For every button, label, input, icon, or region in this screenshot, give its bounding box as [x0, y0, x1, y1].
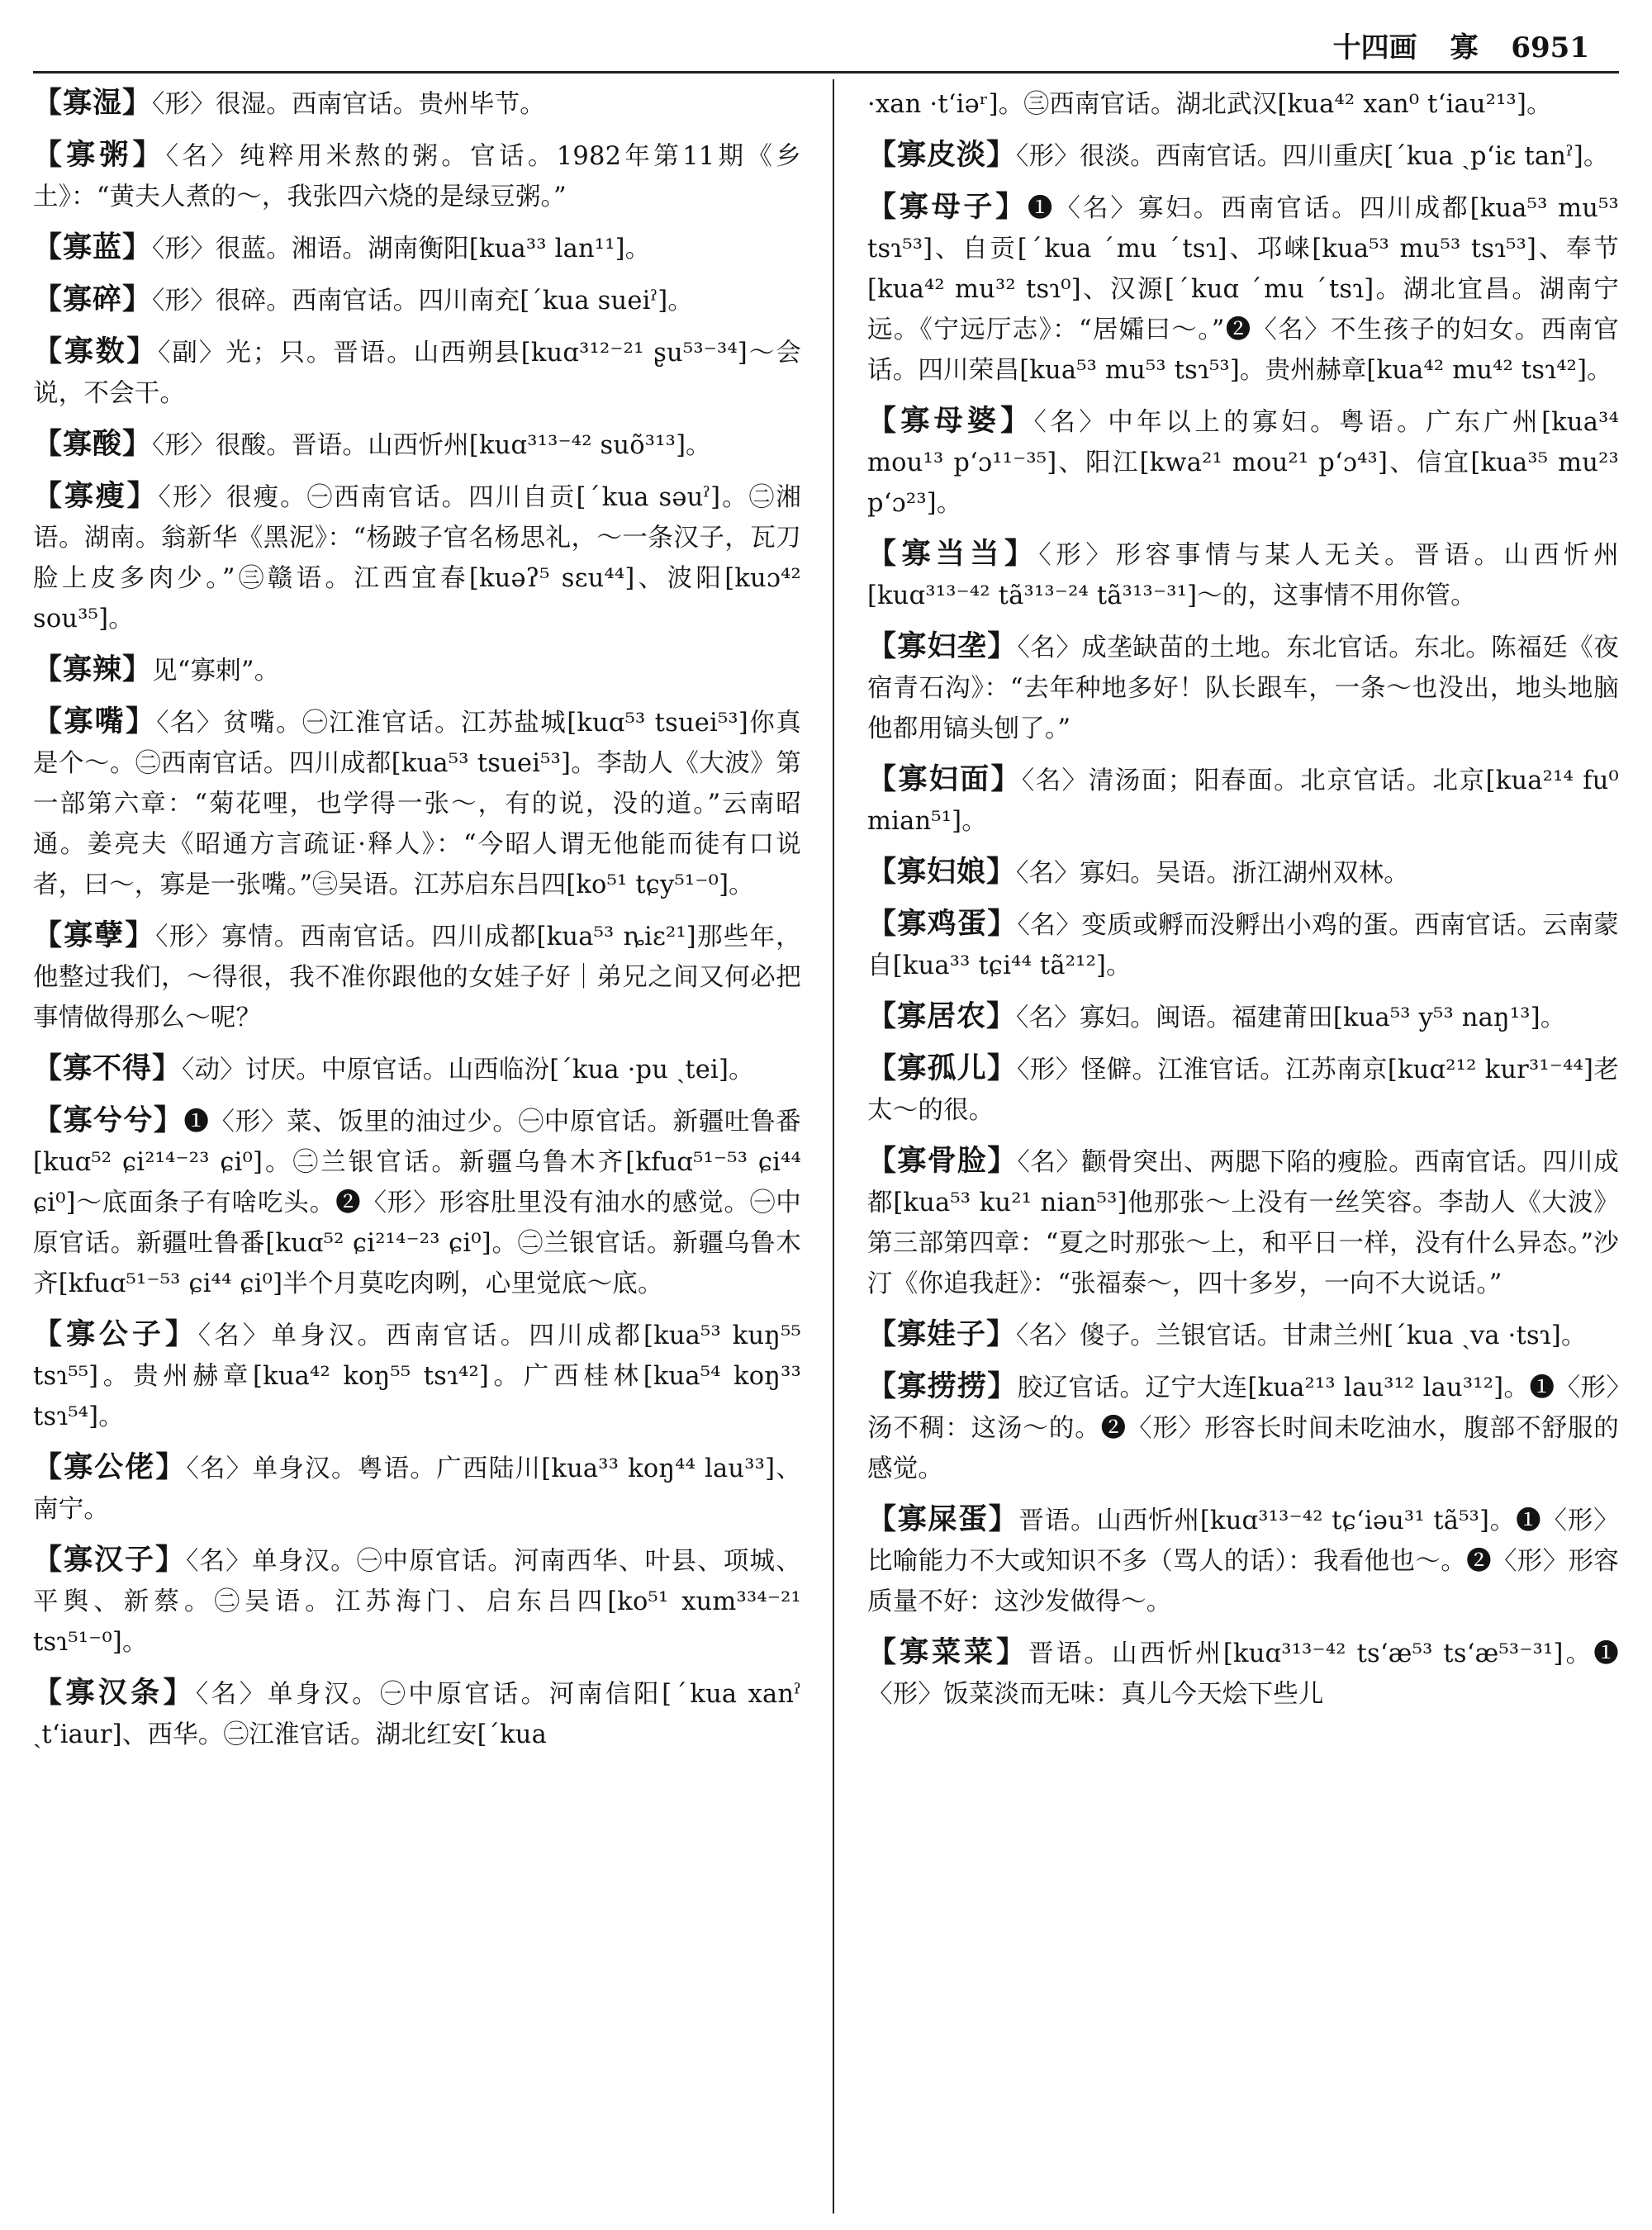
entry-headword: 【寡辣】 — [33, 652, 153, 686]
entry-headword: 【寡不得】 — [33, 1051, 183, 1085]
entry-definition: 〈名〉单身汉。㊀中原官话。河南西华、叶县、项城、平舆、新蔡。㊁吴语。江苏海门、启东吕四[ko⁵¹ xum³³⁴⁻²¹ tsɿ⁵¹⁻⁰]。 — [33, 1547, 801, 1657]
entry-headword: 【寡捞捞】 — [867, 1369, 1018, 1403]
entry-headword: 【寡妇垄】 — [867, 629, 1018, 663]
dictionary-entry — [33, 331, 801, 414]
entry-headword: 【寡屎蛋】 — [867, 1502, 1019, 1536]
dictionary-entry — [867, 904, 1619, 986]
entry-definition: 〈形〉很瘦。㊀西南官话。四川自贡[ˊkua səuˀ]。㊁湘语。湖南。翁新华《黑泥》：“杨跛子官名杨思礼，～一条汉子，瓦刀脸上皮多肉少。”㊂赣语。江西宜春[kuəʔ⁵ sɛu⁴⁴]、波阳[kuɔ⁴² sou³⁵]。 — [33, 483, 801, 633]
entry-headword: 【寡嘴】 — [33, 705, 157, 738]
entry-headword: 【寡菜菜】 — [867, 1635, 1029, 1669]
entry-definition: 〈形〉很蓝。湘语。湖南衡阳[kua³³ lan¹¹]。 — [152, 235, 651, 263]
dictionary-entry — [867, 1499, 1619, 1622]
dictionary-entry — [867, 187, 1619, 391]
entry-definition: 〈名〉清汤面；阳春面。北京官话。北京[kua²¹⁴ fu⁰ mian⁵¹]。 — [867, 766, 1619, 836]
dictionary-entry — [33, 279, 801, 321]
entry-definition: 〈形〉很酸。晋语。山西忻州[kuɑ³¹³⁻⁴² suõ³¹³]。 — [152, 431, 711, 460]
dictionary-entry — [33, 1100, 801, 1304]
entry-definition: 〈名〉纯粹用米熬的粥。官话。1982年第11期《乡土》：“黄夫人煮的～，我张四六烧的是绿豆粥。” — [33, 142, 801, 211]
entry-headword: 【寡妇面】 — [867, 762, 1022, 796]
entry-definition: 见“寡剌”。 — [152, 657, 280, 686]
entry-headword: 【寡汉子】 — [33, 1543, 187, 1577]
entry-definition: 〈名〉寡妇。吴语。浙江湖州双林。 — [1016, 859, 1409, 888]
page-header — [33, 20, 1619, 71]
column-divider — [833, 79, 834, 2213]
dictionary-entry-continued — [867, 83, 1619, 125]
entry-headword: 【寡鸡蛋】 — [867, 907, 1018, 941]
entry-headword: 【寡皮淡】 — [867, 138, 1017, 172]
entry-definition: 〈形〉很碎。西南官话。四川南充[ˊkua sueiˀ]。 — [152, 287, 694, 316]
entry-definition: 〈形〉寡情。西南官话。四川成都[kua⁵³ ȵiɛ²¹]那些年，他整过我们，～得很，我不准你跟他的女娃子好｜弟兄之间又何必把事情做得那么～呢？ — [33, 923, 801, 1032]
entry-headword: 【寡居农】 — [867, 999, 1017, 1033]
entry-headword: 【寡湿】 — [33, 86, 153, 120]
dictionary-entry — [33, 915, 801, 1038]
dictionary-entry — [867, 626, 1619, 749]
dictionary-entry — [33, 424, 801, 466]
dictionary-entry — [867, 401, 1619, 524]
dictionary-entry — [867, 1048, 1619, 1131]
entry-headword: 【寡汉条】 — [33, 1676, 196, 1710]
entry-definition: 〈名〉中年以上的寡妇。粤语。广东广州[kua³⁴ mou¹³ pʻɔ¹¹⁻³⁵]、阳江[kwa²¹ mou²¹ pʻɔ⁴³]、信宜[kua³⁵ mu²³ pʻɔ²³]。 — [867, 408, 1619, 518]
entry-definition: 晋语。山西忻州[kuɑ³¹³⁻⁴² tsʻæ⁵³ tsʻæ⁵³⁻³¹]。❶〈形〉饭菜淡而无味：真儿今天烩下些儿 — [867, 1639, 1619, 1709]
entry-headword: 【寡娃子】 — [867, 1317, 1017, 1351]
dictionary-entry — [33, 227, 801, 269]
dictionary-entry — [867, 1366, 1619, 1489]
entry-definition: ❶〈形〉菜、饭里的油过少。㊀中原官话。新疆吐鲁番[kuɑ⁵² ɕi²¹⁴⁻²³ ɕi⁰]。㊁兰银官话。新疆乌鲁木齐[kfuɑ⁵¹⁻⁵³ ɕi⁴⁴ ɕi⁰]～底面条子有啥吃头。❷〈形〉形容肚里没有油水的感觉。㊀中原官话。新疆吐鲁番[kuɑ⁵² ɕi²¹⁴⁻²³ ɕi⁰]。㊁兰银官话。新疆乌鲁木齐[kfuɑ⁵¹⁻⁵³ ɕi⁴⁴ ɕi⁰]半个月莫吃肉咧，心里觉底～底。 — [33, 1108, 801, 1298]
entry-definition: 〈形〉形容事情与某人无关。晋语。山西忻州[kuɑ³¹³⁻⁴² tã³¹³⁻²⁴ tã³¹³⁻³¹]～的，这事情不用你管。 — [867, 541, 1619, 610]
dictionary-entry — [33, 476, 801, 639]
entry-definition: 〈名〉变质或孵而没孵出小鸡的蛋。西南官话。云南蒙自[kua³³ tɕi⁴⁴ tã²¹²]。 — [867, 911, 1619, 980]
entry-definition: 胶辽官话。辽宁大连[kua²¹³ lau³¹² lau³¹²]。❶〈形〉汤不稠：这汤～的。❷〈形〉形容长时间未吃油水，腹部不舒服的感觉。 — [867, 1374, 1619, 1483]
dictionary-entry — [867, 135, 1619, 177]
entry-headword: 【寡母子】 — [867, 190, 1028, 224]
entry-headword: 【寡碎】 — [33, 282, 153, 316]
entry-headword: 【寡孤儿】 — [867, 1051, 1018, 1085]
entry-definition: 晋语。山西忻州[kuɑ³¹³⁻⁴² tɕʻiəu³¹ tã⁵³]。❶〈形〉比喻能力不大或知识不多（骂人的话）：我看他也～。❷〈形〉形容质量不好：这沙发做得～。 — [867, 1506, 1619, 1616]
dictionary-entry — [33, 1672, 801, 1755]
entry-definition: ❶〈名〉寡妇。西南官话。四川成都[kua⁵³ mu⁵³ tsɿ⁵³]、自贡[ˊkua ˊmu ˊtsɿ]、邛崃[kua⁵³ mu⁵³ tsɿ⁵³]、奉节[kua⁴² mu³² tsɿ⁰]、汉源[ˊkuɑ ˊmu ˊtsɿ]。湖北宜昌。湖南宁远。《宁远厅志》：“居孀曰～。”❷〈名〉不生孩子的妇女。西南官话。四川荣昌[kua⁵³ mu⁵³ tsɿ⁵³]。贵州赫章[kua⁴² mu⁴² tsɿ⁴²]。 — [867, 194, 1619, 385]
entry-definition: 〈副〉光；只。晋语。山西朔县[kuɑ³¹²⁻²¹ ʂu⁵³⁻³⁴]～会说，不会干。 — [33, 339, 801, 408]
entry-definition: 〈名〉单身汉。粤语。广西陆川[kua³³ koŋ⁴⁴ lau³³]、南宁。 — [33, 1454, 801, 1524]
entry-headword: 【寡兮兮】 — [33, 1103, 184, 1137]
dictionary-entry — [867, 759, 1619, 842]
dictionary-entry — [33, 135, 801, 217]
dictionary-entry — [867, 1314, 1619, 1356]
entry-headword: 【寡妇娘】 — [867, 855, 1017, 889]
left-column — [33, 83, 801, 2218]
entry-headword: 【寡数】 — [33, 334, 159, 368]
page-number: 6951 — [1511, 31, 1589, 64]
entry-headword: 【寡母婆】 — [867, 404, 1034, 438]
dictionary-entry — [33, 1540, 801, 1663]
entry-headword: 【寡瘦】 — [33, 479, 159, 513]
entry-definition: 〈形〉很湿。西南官话。贵州毕节。 — [152, 90, 545, 119]
entry-headword: 【寡公子】 — [33, 1317, 198, 1351]
dictionary-entry — [867, 1632, 1619, 1715]
entry-definition: 〈名〉寡妇。闽语。福建莆田[kua⁵³ y⁵³ naŋ¹³]。 — [1016, 1004, 1566, 1032]
entry-definition: 〈形〉很淡。西南官话。四川重庆[ˊkua ˏpʻiɛ tanˀ]。 — [1016, 142, 1609, 171]
dictionary-entry — [33, 701, 801, 905]
entry-headword: 【寡公佬】 — [33, 1450, 187, 1484]
dictionary-entry — [33, 1314, 801, 1437]
dictionary-entry — [867, 534, 1619, 616]
entry-definition: 〈名〉贫嘴。㊀江淮官话。江苏盐城[kuɑ⁵³ tsuei⁵³]你真是个～。㊁西南官话。四川成都[kua⁵³ tsuei⁵³]。李劼人《大波》第一部第六章：“菊花哩，也学得一张～，有的说，没的道。”云南昭通。姜亮夫《昭通方言疏证·释人》：“今昭人谓无他能而徒有口说者，曰～，寡是一张嘴。”㊂吴语。江苏启东吕四[ko⁵¹ tɕy⁵¹⁻⁰]。 — [33, 709, 801, 899]
dictionary-entry — [33, 1447, 801, 1530]
entry-headword: 【寡粥】 — [33, 138, 166, 172]
entry-definition: 〈名〉成垄缺苗的土地。东北官话。东北。陈福廷《夜宿青石沟》：“去年种地多好！队长跟车，一条～也没出，地头地脑他都用镐头刨了。” — [867, 633, 1619, 743]
entry-definition: 〈名〉单身汉。㊀中原官话。河南信阳[ˊkua xanˀ ˏtʻiaur]、西华。㊁江淮官话。湖北红安[ˊkua — [33, 1680, 801, 1749]
right-column — [867, 83, 1619, 2218]
header-rule — [33, 71, 1619, 74]
index-character: 寡 — [1450, 31, 1479, 64]
running-head — [1310, 25, 1589, 65]
section-label: 十四画 — [1332, 31, 1417, 64]
entry-headword: 【寡蓝】 — [33, 230, 153, 264]
entry-definition: 〈名〉颧骨突出、两腮下陷的瘦脸。西南官话。四川成都[kua⁵³ ku²¹ nian⁵³]他那张～上没有一丝笑容。李劼人《大波》第三部第四章：“夏之时那张～上，和平日一样，没有什么异态。”沙汀《你追我赶》：“张福泰～，四十多岁，一向不大说话。” — [867, 1148, 1619, 1298]
entry-definition: 〈名〉傻子。兰银官话。甘肃兰州[ˊkua ˏva ·tsɿ]。 — [1016, 1321, 1587, 1350]
entry-headword: 【寡当当】 — [867, 537, 1039, 571]
dictionary-entry — [33, 1048, 801, 1090]
entry-definition: ·xan ·tʻiəʳ]。㊂西南官话。湖北武汉[kua⁴² xan⁰ tʻiau²¹³]。 — [867, 90, 1552, 119]
dictionary-entry — [33, 649, 801, 691]
dictionary-entry — [867, 996, 1619, 1038]
dictionary-entry — [867, 852, 1619, 894]
entry-headword: 【寡酸】 — [33, 427, 153, 461]
entry-definition: 〈动〉讨厌。中原官话。山西临汾[ˊkua ·pu ˏtei]。 — [182, 1056, 754, 1084]
entry-definition: 〈形〉怪僻。江淮官话。江苏南京[kuɑ²¹² kur³¹⁻⁴⁴]老太～的很。 — [867, 1056, 1619, 1125]
entry-headword: 【寡孽】 — [33, 918, 156, 952]
dictionary-entry — [867, 1141, 1619, 1304]
entry-headword: 【寡骨脸】 — [867, 1144, 1018, 1178]
dictionary-entry — [33, 83, 801, 125]
entry-definition: 〈名〉单身汉。西南官话。四川成都[kua⁵³ kuŋ⁵⁵ tsɿ⁵⁵]。贵州赫章[kua⁴² koŋ⁵⁵ tsɿ⁴²]。广西桂林[kua⁵⁴ koŋ³³ tsɿ⁵⁴]。 — [33, 1321, 801, 1431]
